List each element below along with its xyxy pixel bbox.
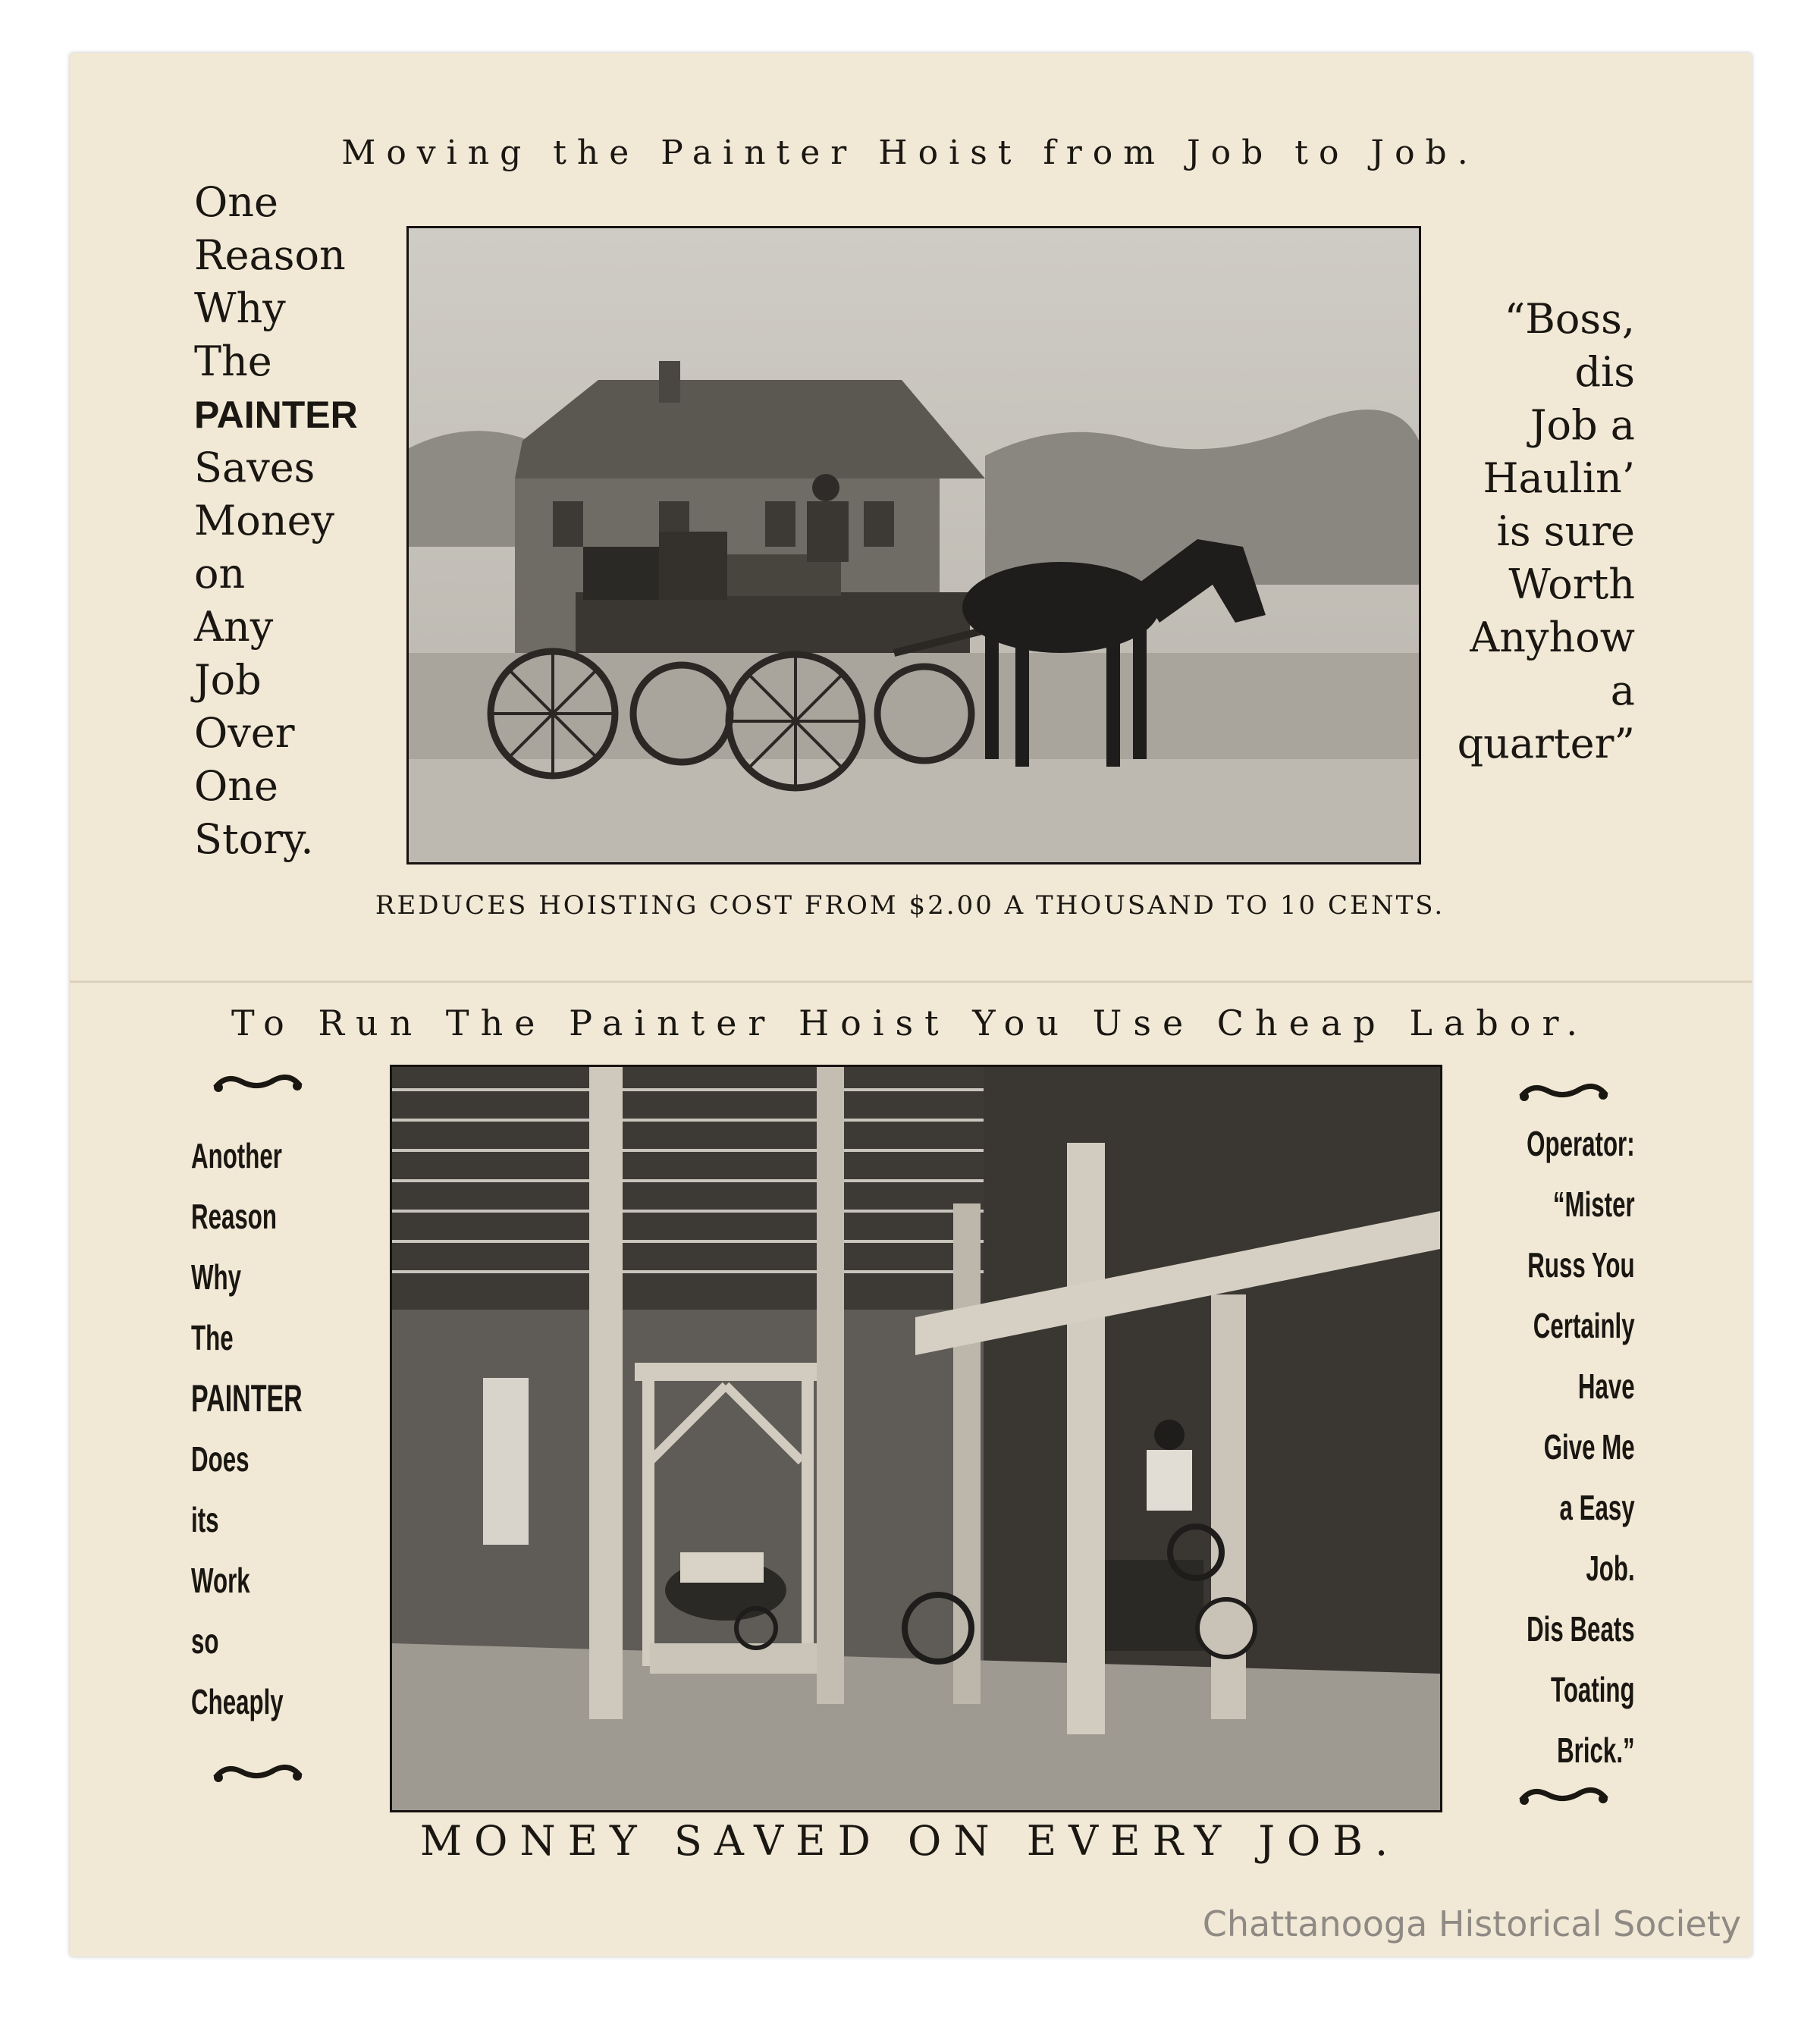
bottom-heading: To Run The Painter Hoist You Use Cheap Labor. [231,1003,1589,1043]
painter-word: PAINTER [191,1377,303,1420]
scroll-ornament-icon [211,1071,305,1097]
watermark: Chattanooga Historical Society [1202,1903,1741,1944]
hoist-interior-photo [390,1065,1442,1812]
scroll-ornament-icon [211,1761,305,1787]
painter-word: PAINTER [194,394,358,436]
fold-line [70,981,1752,983]
bottom-left-text: Another Reason Why The PAINTER Does its Work so Cheaply [191,1136,303,1721]
footer-slogan: MONEY SAVED ON EVERY JOB. [419,1817,1401,1865]
top-right-quote: “Boss, dis Job a Haulin’ is sure Worth Anyhow a quarter” [1457,295,1635,767]
top-heading: Moving the Painter Hoist from Job to Job. [341,133,1479,172]
scroll-ornament-icon [1517,1080,1611,1106]
bottom-right-quote: Operator: “Mister Russ You Certainly Have Give Me a Easy Job. Dis Beats Toating Brick.” [1527,1124,1635,1770]
horse-wagon-photo [406,226,1421,865]
scroll-ornament-icon [1517,1784,1611,1809]
top-caption: REDUCES HOISTING COST FROM $2.00 A THOUSAND TO 10 CENTS. [375,890,1445,921]
top-left-text: One Reason Why The PAINTER Saves Money on Any Job Over One Story. [194,178,358,863]
